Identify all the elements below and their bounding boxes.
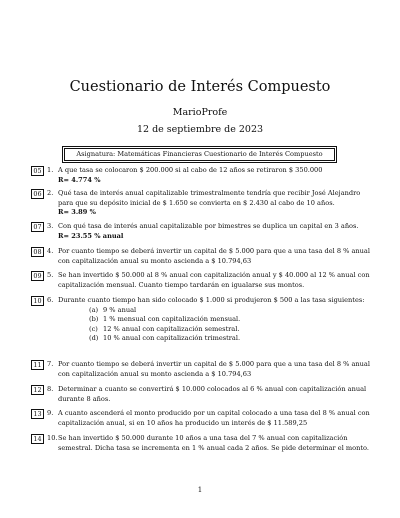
options-list bbox=[58, 306, 376, 344]
question-item bbox=[31, 296, 376, 344]
question-text: Qué tasa de interés anual capitalizable trimestralmente tendría que recibir José Alejandro para que su depósito inicial de $ 1.650 se convierta en $ 2.430 al cabo de 10 años. bbox=[58, 189, 361, 207]
question-number: 5. bbox=[47, 271, 54, 279]
question-answer: R= 23.55 % anual bbox=[58, 231, 124, 240]
option-text: 10 % anual con capitalización trimestral. bbox=[103, 334, 241, 343]
question-item bbox=[31, 271, 376, 290]
question-text: Por cuanto tiempo se deberá invertir un capital de $ 5.000 para que a una tasa del 8 % anual con capitalización anual su monto ascienda a $ 10.794,63 bbox=[58, 360, 370, 378]
question-item bbox=[31, 189, 376, 218]
question-answer: R= 4.774 % bbox=[58, 175, 101, 184]
question-number: 10. bbox=[47, 434, 58, 442]
question-answer: R= 3.89 % bbox=[58, 208, 96, 217]
question-number: 4. bbox=[47, 247, 54, 255]
question-badge: 11 bbox=[31, 360, 44, 370]
option-item bbox=[89, 315, 376, 325]
question-badge: 09 bbox=[31, 271, 44, 281]
option-item bbox=[89, 325, 376, 335]
question-number: 8. bbox=[47, 385, 54, 393]
option-item bbox=[89, 334, 376, 344]
page-title: Cuestionario de Interés Compuesto bbox=[69, 79, 331, 95]
question-text: Por cuanto tiempo se deberá invertir un capital de $ 5.000 para que a una tasa del 8 % anual con capitalización anual su monto ascienda a $ 10.794,63 bbox=[58, 247, 370, 265]
question-badge: 13 bbox=[31, 409, 44, 419]
question-number: 9. bbox=[47, 409, 54, 417]
question-text: Durante cuanto tiempo han sido colocado $ 1.000 si produjeron $ 500 a las tasa siguientes: bbox=[58, 296, 365, 304]
question-badge: 06 bbox=[31, 189, 44, 199]
question-badge: 08 bbox=[31, 247, 44, 257]
question-badge: 10 bbox=[31, 296, 44, 306]
question-text: Con qué tasa de interés anual capitalizable por bimestres se duplica un capital en 3 años. bbox=[58, 222, 359, 230]
question-number: 2. bbox=[47, 189, 54, 197]
subject-label: Asignatura: Matemáticas Financieras Cuestionario de Interés Compuesto bbox=[64, 148, 335, 161]
option-letter: (c) bbox=[89, 324, 98, 333]
question-badge: 07 bbox=[31, 222, 44, 232]
question-item bbox=[31, 247, 376, 266]
question-item bbox=[31, 360, 376, 379]
question-badge: 05 bbox=[31, 166, 44, 176]
question-text: Determinar a cuanto se convertirá $ 10.000 colocados al 6 % anual con capitalización anual durante 8 años. bbox=[58, 385, 367, 403]
question-text: A que tasa se colocaron $ 200.000 si al cabo de 12 años se retiraron $ 350.000 bbox=[58, 166, 323, 174]
question-item bbox=[31, 166, 376, 185]
question-item bbox=[31, 385, 376, 404]
option-letter: (d) bbox=[89, 334, 99, 343]
question-badge: 14 bbox=[31, 434, 44, 444]
question-number: 6. bbox=[47, 296, 54, 304]
question-item bbox=[31, 222, 376, 241]
subject-box bbox=[62, 146, 337, 163]
option-letter: (a) bbox=[89, 305, 99, 314]
page-number: 1 bbox=[197, 486, 203, 494]
option-item bbox=[89, 306, 376, 316]
option-letter: (b) bbox=[89, 315, 99, 324]
date: 12 de septiembre de 2023 bbox=[136, 124, 264, 135]
question-number: 3. bbox=[47, 222, 54, 230]
question-number: 1. bbox=[47, 166, 54, 174]
question-text: Se han invertido $ 50.000 al 8 % anual con capitalización anual y $ 40.000 al 12 % anual con capitalización mensual. Cuanto tiempo tardarán en igualarse sus montos. bbox=[58, 271, 370, 289]
question-text: Se han invertido $ 50.000 durante 10 años a una tasa del 7 % anual con capitalización semestral. Dicha tasa se incrementa en 1 % anual cada 2 años. Se pide determinar el monto. bbox=[58, 434, 369, 452]
author: MarioProfe bbox=[172, 107, 228, 118]
question-item bbox=[31, 409, 376, 428]
question-badge: 12 bbox=[31, 385, 44, 395]
question-item bbox=[31, 434, 376, 453]
option-text: 9 % anual bbox=[103, 305, 137, 314]
question-number: 7. bbox=[47, 360, 54, 368]
option-text: 1 % mensual con capitalización mensual. bbox=[103, 315, 241, 324]
question-text: A cuanto ascenderá el monto producido por un capital colocado a una tasa del 8 % anual con capitalización anual, si en 10 años ha producido un interés de $ 11.589,25 bbox=[58, 409, 370, 427]
option-text: 12 % anual con capitalización semestral. bbox=[103, 324, 240, 333]
